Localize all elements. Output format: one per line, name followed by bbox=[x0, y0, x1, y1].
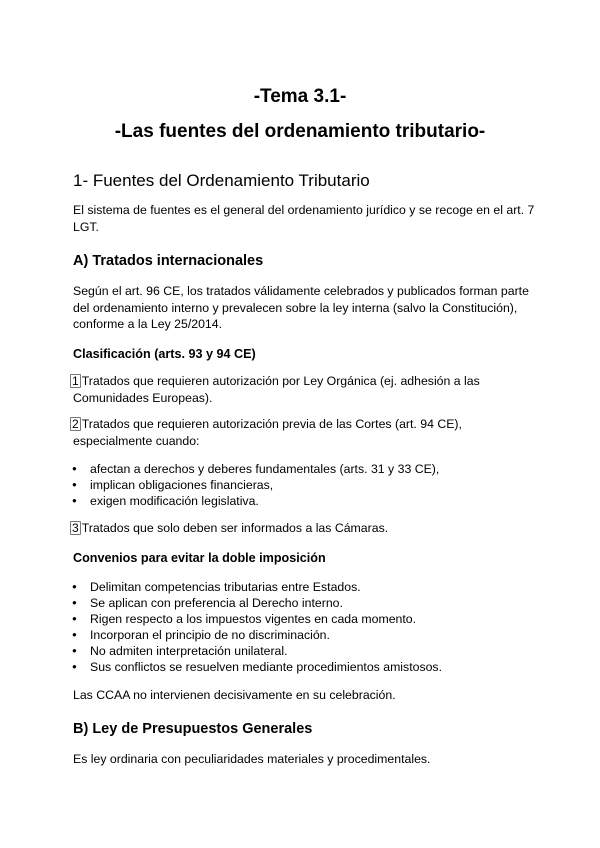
clasificacion-item-3-line-1 bbox=[70, 520, 388, 537]
list-item: ● Sus conflictos se resuelven mediante procedimientos amistosos. bbox=[90, 659, 442, 675]
section-1-intro-line-2: LGT. bbox=[73, 220, 99, 234]
list-item: ● afectan a derechos y deberes fundamentales (arts. 31 y 33 CE), bbox=[90, 461, 439, 477]
document-title: -Tema 3.1- bbox=[253, 86, 347, 107]
item-1-text: Tratados que requieren autorización por Ley Orgánica (ej. adhesión a las bbox=[81, 374, 480, 388]
section-1-intro-line-1: El sistema de fuentes es el general del ordenamiento jurídico y se recoge en el art. 7 bbox=[73, 203, 535, 217]
convenios-heading: Convenios para evitar la doble imposición bbox=[73, 551, 326, 565]
clasificacion-item-1-line-1 bbox=[70, 373, 480, 390]
item-number-3: 3 bbox=[72, 521, 79, 535]
list-item: ● implican obligaciones financieras, bbox=[90, 477, 439, 493]
section-b-para: Es ley ordinaria con peculiaridades materiales y procedimentales. bbox=[73, 752, 431, 766]
item-number-2: 2 bbox=[72, 417, 79, 431]
section-b-heading: B) Ley de Presupuestos Generales bbox=[73, 721, 313, 737]
item-2-bullet-list bbox=[90, 461, 439, 509]
clasificacion-heading: Clasificación (arts. 93 y 94 CE) bbox=[73, 347, 256, 361]
section-a-para-line-2: del ordenamiento interno y prevalecen sobre la ley interna (salvo la Constitución), bbox=[73, 301, 518, 315]
section-a-para-line-1: Según el art. 96 CE, los tratados válidamente celebrados y publicados forman parte bbox=[73, 284, 529, 298]
list-item: ● Se aplican con preferencia al Derecho interno. bbox=[90, 595, 442, 611]
item-2-text: Tratados que requieren autorización previa de las Cortes (art. 94 CE), bbox=[81, 417, 462, 431]
item-number-1: 1 bbox=[72, 374, 79, 388]
item-3-text: Tratados que solo deben ser informados a las Cámaras. bbox=[81, 521, 389, 535]
clasificacion-item-2-line-2: especialmente cuando: bbox=[73, 434, 200, 448]
ccaa-note: Las CCAA no intervienen decisivamente en su celebración. bbox=[73, 688, 396, 702]
list-item: ● Delimitan competencias tributarias entre Estados. bbox=[90, 579, 442, 595]
list-item: ● exigen modificación legislativa. bbox=[90, 493, 439, 509]
section-a-para-line-3: conforme a la Ley 25/2014. bbox=[73, 317, 223, 331]
list-item: ● Incorporan el principio de no discriminación. bbox=[90, 627, 442, 643]
list-item: ● No admiten interpretación unilateral. bbox=[90, 643, 442, 659]
section-1-heading: 1- Fuentes del Ordenamiento Tributario bbox=[73, 171, 370, 190]
document-subtitle: -Las fuentes del ordenamiento tributario- bbox=[114, 121, 486, 142]
convenios-bullet-list bbox=[90, 579, 442, 675]
clasificacion-item-1-line-2: Comunidades Europeas). bbox=[73, 391, 213, 405]
list-item: ● Rigen respecto a los impuestos vigentes en cada momento. bbox=[90, 611, 442, 627]
clasificacion-item-2-line-1 bbox=[70, 416, 462, 433]
section-a-heading: A) Tratados internacionales bbox=[73, 253, 264, 269]
